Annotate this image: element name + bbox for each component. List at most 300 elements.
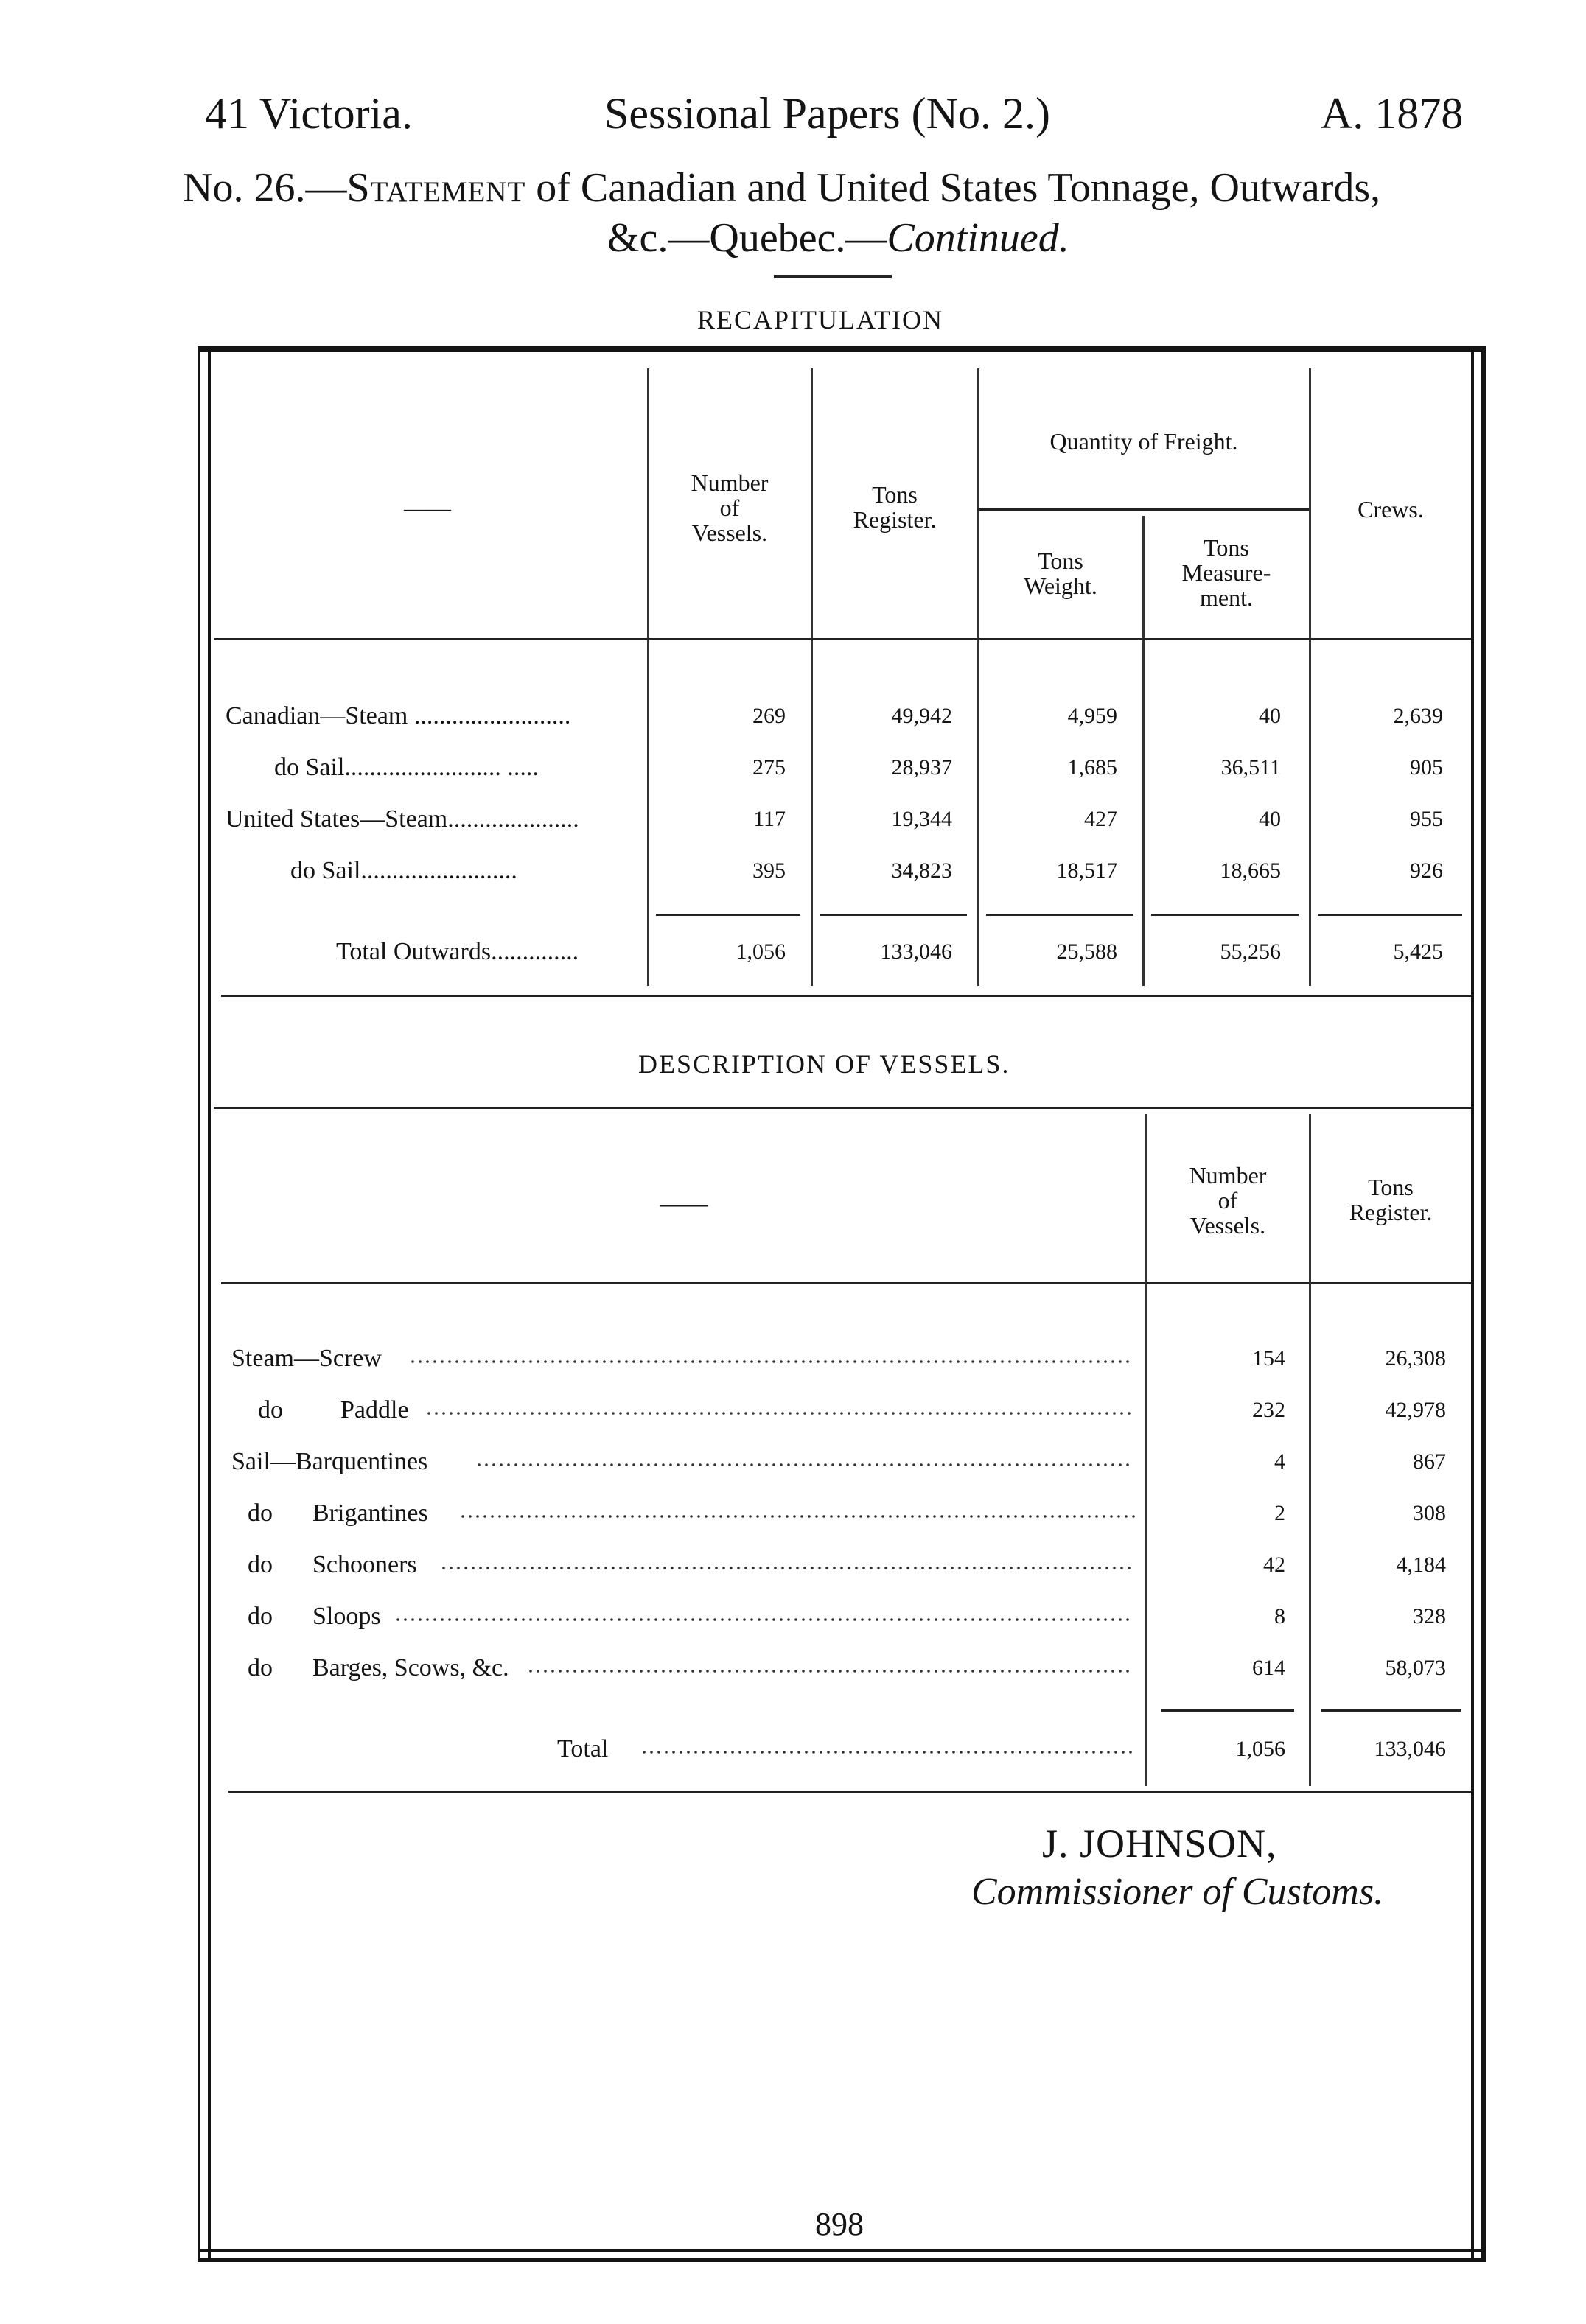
leader-dot — [498, 1515, 501, 1518]
leader-dot — [1126, 1360, 1129, 1363]
leader-dot — [618, 1618, 621, 1621]
leader-dot — [1044, 1515, 1047, 1518]
leader-dot — [929, 1412, 932, 1415]
leader-dot — [787, 1463, 790, 1466]
leader-dot — [1119, 1618, 1122, 1621]
leader-dot — [419, 1360, 422, 1363]
leader-dot — [653, 1515, 656, 1518]
leader-dot — [853, 1463, 856, 1466]
leader-dot — [566, 1618, 569, 1621]
leader-dot — [871, 1751, 874, 1754]
leader-dot — [781, 1412, 784, 1415]
leader-dot — [706, 1670, 709, 1673]
signatory-title: Commissioner of Customs. — [971, 1871, 1384, 1913]
leader-dot — [935, 1360, 937, 1363]
leader-dot — [1032, 1567, 1035, 1569]
leader-dot — [1016, 1360, 1019, 1363]
title-place: &c.—Quebec.— — [607, 215, 887, 261]
leader-dot — [1061, 1412, 1064, 1415]
leader-dot — [1051, 1515, 1054, 1518]
leader-dot — [964, 1618, 967, 1621]
leader-dot — [671, 1412, 674, 1415]
leader-dot — [567, 1412, 570, 1415]
leader-dot — [811, 1567, 814, 1569]
leader-dot — [1111, 1463, 1114, 1466]
leader-dot — [700, 1412, 703, 1415]
leader-dot — [529, 1670, 532, 1673]
leader-dot — [514, 1463, 517, 1466]
leader-dot — [993, 1463, 996, 1466]
leader-dot — [974, 1751, 977, 1754]
leader-dot — [514, 1618, 517, 1621]
leader-dot — [538, 1567, 541, 1569]
leader-dot — [780, 1670, 783, 1673]
header-number-of-vessels: Number of Vessels. — [691, 469, 769, 546]
leader-dot — [824, 1670, 827, 1673]
leader-dot — [811, 1412, 814, 1415]
leader-dot — [839, 1463, 842, 1466]
leader-dot — [1055, 1751, 1058, 1754]
leader-dot — [1016, 1670, 1019, 1673]
leader-dot — [634, 1412, 637, 1415]
leader-dot — [1119, 1670, 1122, 1673]
leader-dot — [626, 1567, 629, 1569]
leader-dot — [1075, 1463, 1077, 1466]
leader-dot — [853, 1360, 856, 1363]
leader-dot — [787, 1618, 790, 1621]
leader-dot — [1113, 1412, 1116, 1415]
leader-dot — [1063, 1751, 1066, 1754]
leader-dot — [594, 1515, 597, 1518]
leader-dot — [581, 1670, 584, 1673]
leader-dot — [743, 1670, 746, 1673]
leader-dot — [1089, 1360, 1092, 1363]
leader-dot — [809, 1360, 812, 1363]
leader-dot — [942, 1463, 945, 1466]
leader-dot — [638, 1515, 641, 1518]
leader-dot — [985, 1515, 988, 1518]
leader-dot — [1002, 1567, 1005, 1569]
leader-dot — [904, 1515, 906, 1518]
leader-dot — [1001, 1360, 1004, 1363]
leader-dot — [802, 1670, 805, 1673]
document-number: No. 26.— — [183, 165, 347, 211]
leader-dot — [1126, 1463, 1129, 1466]
leader-dot — [442, 1567, 445, 1569]
leader-dot — [855, 1567, 858, 1569]
leader-dot — [560, 1567, 563, 1569]
leader-dot — [848, 1567, 850, 1569]
row-label: Canadian—Steam ......................... — [226, 702, 571, 729]
cell-register: 28,937 — [891, 755, 952, 780]
leader-dot — [1001, 1463, 1004, 1466]
cell-register: 4,184 — [1396, 1553, 1446, 1577]
leader-dot — [1001, 1618, 1004, 1621]
leader-dot — [581, 1360, 584, 1363]
leader-dot — [1075, 1618, 1077, 1621]
leader-dot — [1120, 1412, 1123, 1415]
leader-dot — [942, 1670, 945, 1673]
leader-dot — [619, 1567, 622, 1569]
leader-dot — [693, 1567, 696, 1569]
leader-dot — [1008, 1618, 1011, 1621]
leader-dot — [1023, 1670, 1026, 1673]
leader-dot — [883, 1463, 886, 1466]
leader-dot — [1113, 1567, 1116, 1569]
leader-dot — [501, 1567, 504, 1569]
leader-dot — [824, 1463, 827, 1466]
leader-dot — [1054, 1567, 1057, 1569]
leader-dot — [743, 1618, 746, 1621]
leader-dot — [918, 1515, 921, 1518]
leader-dot — [893, 1751, 896, 1754]
leader-dot — [927, 1360, 930, 1363]
leader-dot — [537, 1463, 539, 1466]
leader-dot — [833, 1412, 836, 1415]
leader-dot — [846, 1360, 849, 1363]
leader-dot — [626, 1412, 629, 1415]
leader-dot — [485, 1360, 488, 1363]
leader-dot — [528, 1515, 531, 1518]
leader-dot — [796, 1567, 799, 1569]
leader-dot — [435, 1412, 438, 1415]
leader-dot — [506, 1515, 509, 1518]
leader-dot — [734, 1515, 737, 1518]
leader-dot — [982, 1751, 985, 1754]
leader-dot — [618, 1360, 621, 1363]
leader-dot — [716, 1751, 719, 1754]
leader-dot — [926, 1515, 929, 1518]
leader-dot — [572, 1515, 575, 1518]
leader-dot — [1045, 1463, 1048, 1466]
leader-dot — [640, 1360, 643, 1363]
leader-dot — [612, 1412, 615, 1415]
leader-dot — [619, 1412, 622, 1415]
cell-weight: 1,685 — [1067, 755, 1117, 780]
cell-number: 42 — [1263, 1553, 1285, 1577]
leader-dot — [509, 1412, 511, 1415]
leader-dot — [531, 1412, 534, 1415]
leader-dot — [728, 1670, 731, 1673]
cell-number: 2 — [1274, 1501, 1285, 1525]
leader-dot — [1067, 1463, 1070, 1466]
leader-dot — [868, 1463, 871, 1466]
leader-dot — [1054, 1412, 1057, 1415]
leader-dot — [699, 1618, 702, 1621]
leader-dot — [803, 1567, 806, 1569]
leader-dot — [722, 1567, 725, 1569]
leader-dot — [662, 1670, 665, 1673]
leader-dot — [905, 1670, 908, 1673]
leader-dot — [1045, 1670, 1048, 1673]
leader-dot — [516, 1412, 519, 1415]
leader-dot — [856, 1751, 859, 1754]
leader-dot — [988, 1412, 991, 1415]
leader-dot — [721, 1618, 724, 1621]
leader-dot — [855, 1412, 858, 1415]
leader-dot — [656, 1412, 659, 1415]
leader-dot — [709, 1751, 712, 1754]
leader-dot — [450, 1567, 453, 1569]
leader-dot — [915, 1751, 918, 1754]
leader-dot — [765, 1360, 768, 1363]
title-continued: Continued. — [887, 215, 1069, 261]
leader-dot — [911, 1515, 914, 1518]
leader-dot — [559, 1618, 562, 1621]
cell-weight: 4,959 — [1067, 704, 1117, 728]
leader-dot — [1082, 1360, 1085, 1363]
leader-dot — [1052, 1618, 1055, 1621]
leader-dot — [731, 1751, 734, 1754]
leader-dot — [730, 1567, 733, 1569]
leader-dot — [665, 1751, 668, 1754]
leader-dot — [951, 1567, 954, 1569]
leader-dot — [752, 1567, 755, 1569]
leader-dot — [992, 1515, 995, 1518]
leader-dot — [559, 1360, 562, 1363]
leader-dot — [736, 1670, 738, 1673]
leader-dot — [668, 1515, 671, 1518]
leader-dot — [1132, 1515, 1135, 1518]
header-tons-register: Tons Register. — [853, 481, 937, 533]
leader-dot — [861, 1618, 864, 1621]
leader-dot — [553, 1567, 556, 1569]
leader-dot — [588, 1360, 591, 1363]
row-prefix: do — [248, 1654, 273, 1681]
leader-dot — [1082, 1670, 1085, 1673]
leader-dot — [964, 1463, 967, 1466]
leader-dot — [853, 1670, 856, 1673]
leader-dot — [1010, 1412, 1013, 1415]
leader-dot — [756, 1515, 759, 1518]
leader-dot — [930, 1751, 933, 1754]
leader-dot — [861, 1463, 864, 1466]
leader-dot — [411, 1360, 414, 1363]
vessels-caption: DESCRIPTION OF VESSELS. — [638, 1049, 1010, 1079]
leader-dot — [846, 1463, 849, 1466]
leader-dot — [772, 1618, 775, 1621]
leader-dot — [949, 1618, 952, 1621]
leader-dot — [469, 1515, 472, 1518]
cell-register: 308 — [1413, 1501, 1446, 1525]
leader-dot — [971, 1618, 974, 1621]
leader-dot — [522, 1618, 525, 1621]
leader-dot — [1017, 1412, 1020, 1415]
leader-dot — [1104, 1360, 1107, 1363]
row-label: do Sail......................... — [290, 857, 517, 884]
cell-register: 19,344 — [891, 807, 952, 831]
leader-dot — [603, 1360, 606, 1363]
leader-dot — [1126, 1670, 1129, 1673]
leader-dot — [426, 1360, 429, 1363]
leader-dot — [677, 1360, 680, 1363]
leader-dot — [876, 1670, 878, 1673]
leader-dot — [774, 1412, 777, 1415]
leader-dot — [839, 1360, 842, 1363]
leader-dot — [831, 1463, 834, 1466]
cell-register: 58,073 — [1385, 1656, 1446, 1680]
leader-dot — [746, 1751, 749, 1754]
leader-dot — [824, 1618, 827, 1621]
leader-dot — [898, 1463, 901, 1466]
leader-dot — [551, 1360, 554, 1363]
total-crews: 5,425 — [1393, 939, 1443, 964]
row-label: Barges, Scows, &c. — [312, 1654, 509, 1681]
leader-dot — [492, 1463, 495, 1466]
leader-dot — [790, 1751, 793, 1754]
leader-dot — [999, 1515, 1002, 1518]
leader-dot — [1016, 1463, 1019, 1466]
leader-dot — [1039, 1567, 1042, 1569]
row-label: Paddle — [340, 1396, 409, 1424]
cell-number: 154 — [1252, 1346, 1285, 1371]
row-prefix: do — [248, 1551, 273, 1578]
total-weight: 25,588 — [1056, 939, 1117, 964]
leader-dot — [632, 1463, 635, 1466]
recap-header-blank: —— — [404, 494, 451, 521]
leader-dot — [864, 1751, 867, 1754]
leader-dot — [764, 1515, 766, 1518]
leader-dot — [1110, 1515, 1113, 1518]
leader-dot — [868, 1618, 871, 1621]
leader-dot — [516, 1567, 519, 1569]
leader-dot — [662, 1463, 665, 1466]
leader-dot — [494, 1567, 497, 1569]
leader-dot — [1128, 1412, 1131, 1415]
leader-dot — [654, 1618, 657, 1621]
leader-dot — [905, 1463, 908, 1466]
leader-dot — [802, 1618, 805, 1621]
leader-dot — [663, 1567, 666, 1569]
leader-dot — [825, 1567, 828, 1569]
leader-dot — [1045, 1360, 1048, 1363]
leader-dot — [822, 1515, 825, 1518]
leader-dot — [531, 1567, 534, 1569]
leader-dot — [758, 1463, 761, 1466]
leader-dot — [722, 1412, 725, 1415]
leader-dot — [802, 1360, 805, 1363]
leader-dot — [817, 1360, 820, 1363]
leader-dot — [989, 1751, 992, 1754]
leader-dot — [603, 1463, 606, 1466]
leader-dot — [861, 1670, 864, 1673]
leader-dot — [641, 1567, 644, 1569]
leader-dot — [715, 1412, 718, 1415]
leader-dot — [485, 1463, 488, 1466]
leader-dot — [988, 1567, 991, 1569]
leader-dot — [610, 1670, 613, 1673]
leader-dot — [699, 1360, 702, 1363]
leader-dot — [706, 1463, 709, 1466]
leader-dot — [1082, 1618, 1085, 1621]
leader-dot — [1045, 1618, 1048, 1621]
leader-dot — [690, 1515, 693, 1518]
leader-dot — [846, 1618, 849, 1621]
leader-dot — [759, 1412, 762, 1415]
leader-dot — [595, 1463, 598, 1466]
leader-dot — [874, 1515, 877, 1518]
leader-dot — [501, 1412, 504, 1415]
leader-dot — [750, 1360, 753, 1363]
leader-dot — [986, 1670, 989, 1673]
leader-dot — [1011, 1751, 1014, 1754]
leader-dot — [559, 1463, 562, 1466]
leader-dot — [433, 1618, 436, 1621]
leader-dot — [632, 1360, 635, 1363]
leader-dot — [529, 1463, 532, 1466]
cell-vessels: 395 — [752, 858, 786, 883]
leader-dot — [691, 1670, 694, 1673]
leader-dot — [448, 1618, 451, 1621]
leader-dot — [957, 1670, 960, 1673]
leader-dot — [1082, 1463, 1085, 1466]
leader-dot — [565, 1515, 567, 1518]
leader-dot — [684, 1670, 687, 1673]
leader-dot — [993, 1618, 996, 1621]
leader-dot — [809, 1463, 812, 1466]
leader-dot — [470, 1360, 473, 1363]
leader-dot — [712, 1515, 715, 1518]
leader-dot — [1008, 1360, 1011, 1363]
leader-dot — [1089, 1670, 1092, 1673]
leader-dot — [1041, 1751, 1044, 1754]
leader-dot — [794, 1670, 797, 1673]
leader-dot — [677, 1618, 680, 1621]
cell-vessels: 275 — [752, 755, 786, 780]
leader-dot — [852, 1515, 855, 1518]
row-label: do Sail......................... ..... — [274, 754, 539, 781]
leader-dot — [500, 1618, 503, 1621]
leader-dot — [825, 1412, 828, 1415]
leader-dot — [687, 1751, 690, 1754]
leader-dot — [789, 1412, 792, 1415]
leader-dot — [1098, 1567, 1101, 1569]
leader-dot — [839, 1618, 842, 1621]
leader-dot — [1008, 1463, 1011, 1466]
leader-dot — [523, 1567, 526, 1569]
leader-dot — [588, 1618, 591, 1621]
leader-dot — [691, 1618, 694, 1621]
leader-dot — [986, 1463, 989, 1466]
cell-number: 614 — [1252, 1656, 1285, 1680]
leader-dot — [551, 1618, 554, 1621]
cell-crews: 905 — [1410, 755, 1443, 780]
leader-dot — [743, 1463, 746, 1466]
leader-dot — [520, 1515, 523, 1518]
leader-dot — [669, 1670, 672, 1673]
leader-dot — [778, 1515, 781, 1518]
leader-dot — [920, 1463, 923, 1466]
header-tons-measurement: Tons Measure- ment. — [1181, 534, 1271, 611]
statement-word: Statement — [346, 165, 526, 211]
leader-dot — [965, 1412, 968, 1415]
leader-dot — [818, 1412, 821, 1415]
leader-dot — [470, 1618, 473, 1621]
leader-dot — [610, 1360, 613, 1363]
header-tons-register: Tons Register. — [1349, 1174, 1433, 1225]
leader-dot — [1104, 1463, 1107, 1466]
leader-dot — [478, 1618, 481, 1621]
row-label: Sloops — [312, 1603, 381, 1630]
header-quantity-of-freight: Quantity of Freight. — [1049, 428, 1238, 455]
total-vessels: 1,056 — [736, 939, 786, 964]
leader-dot — [507, 1360, 510, 1363]
leader-dot — [812, 1751, 815, 1754]
leader-dot — [721, 1360, 724, 1363]
leader-dot — [1111, 1670, 1114, 1673]
leader-dot — [945, 1751, 948, 1754]
cell-measurement: 40 — [1259, 704, 1281, 728]
